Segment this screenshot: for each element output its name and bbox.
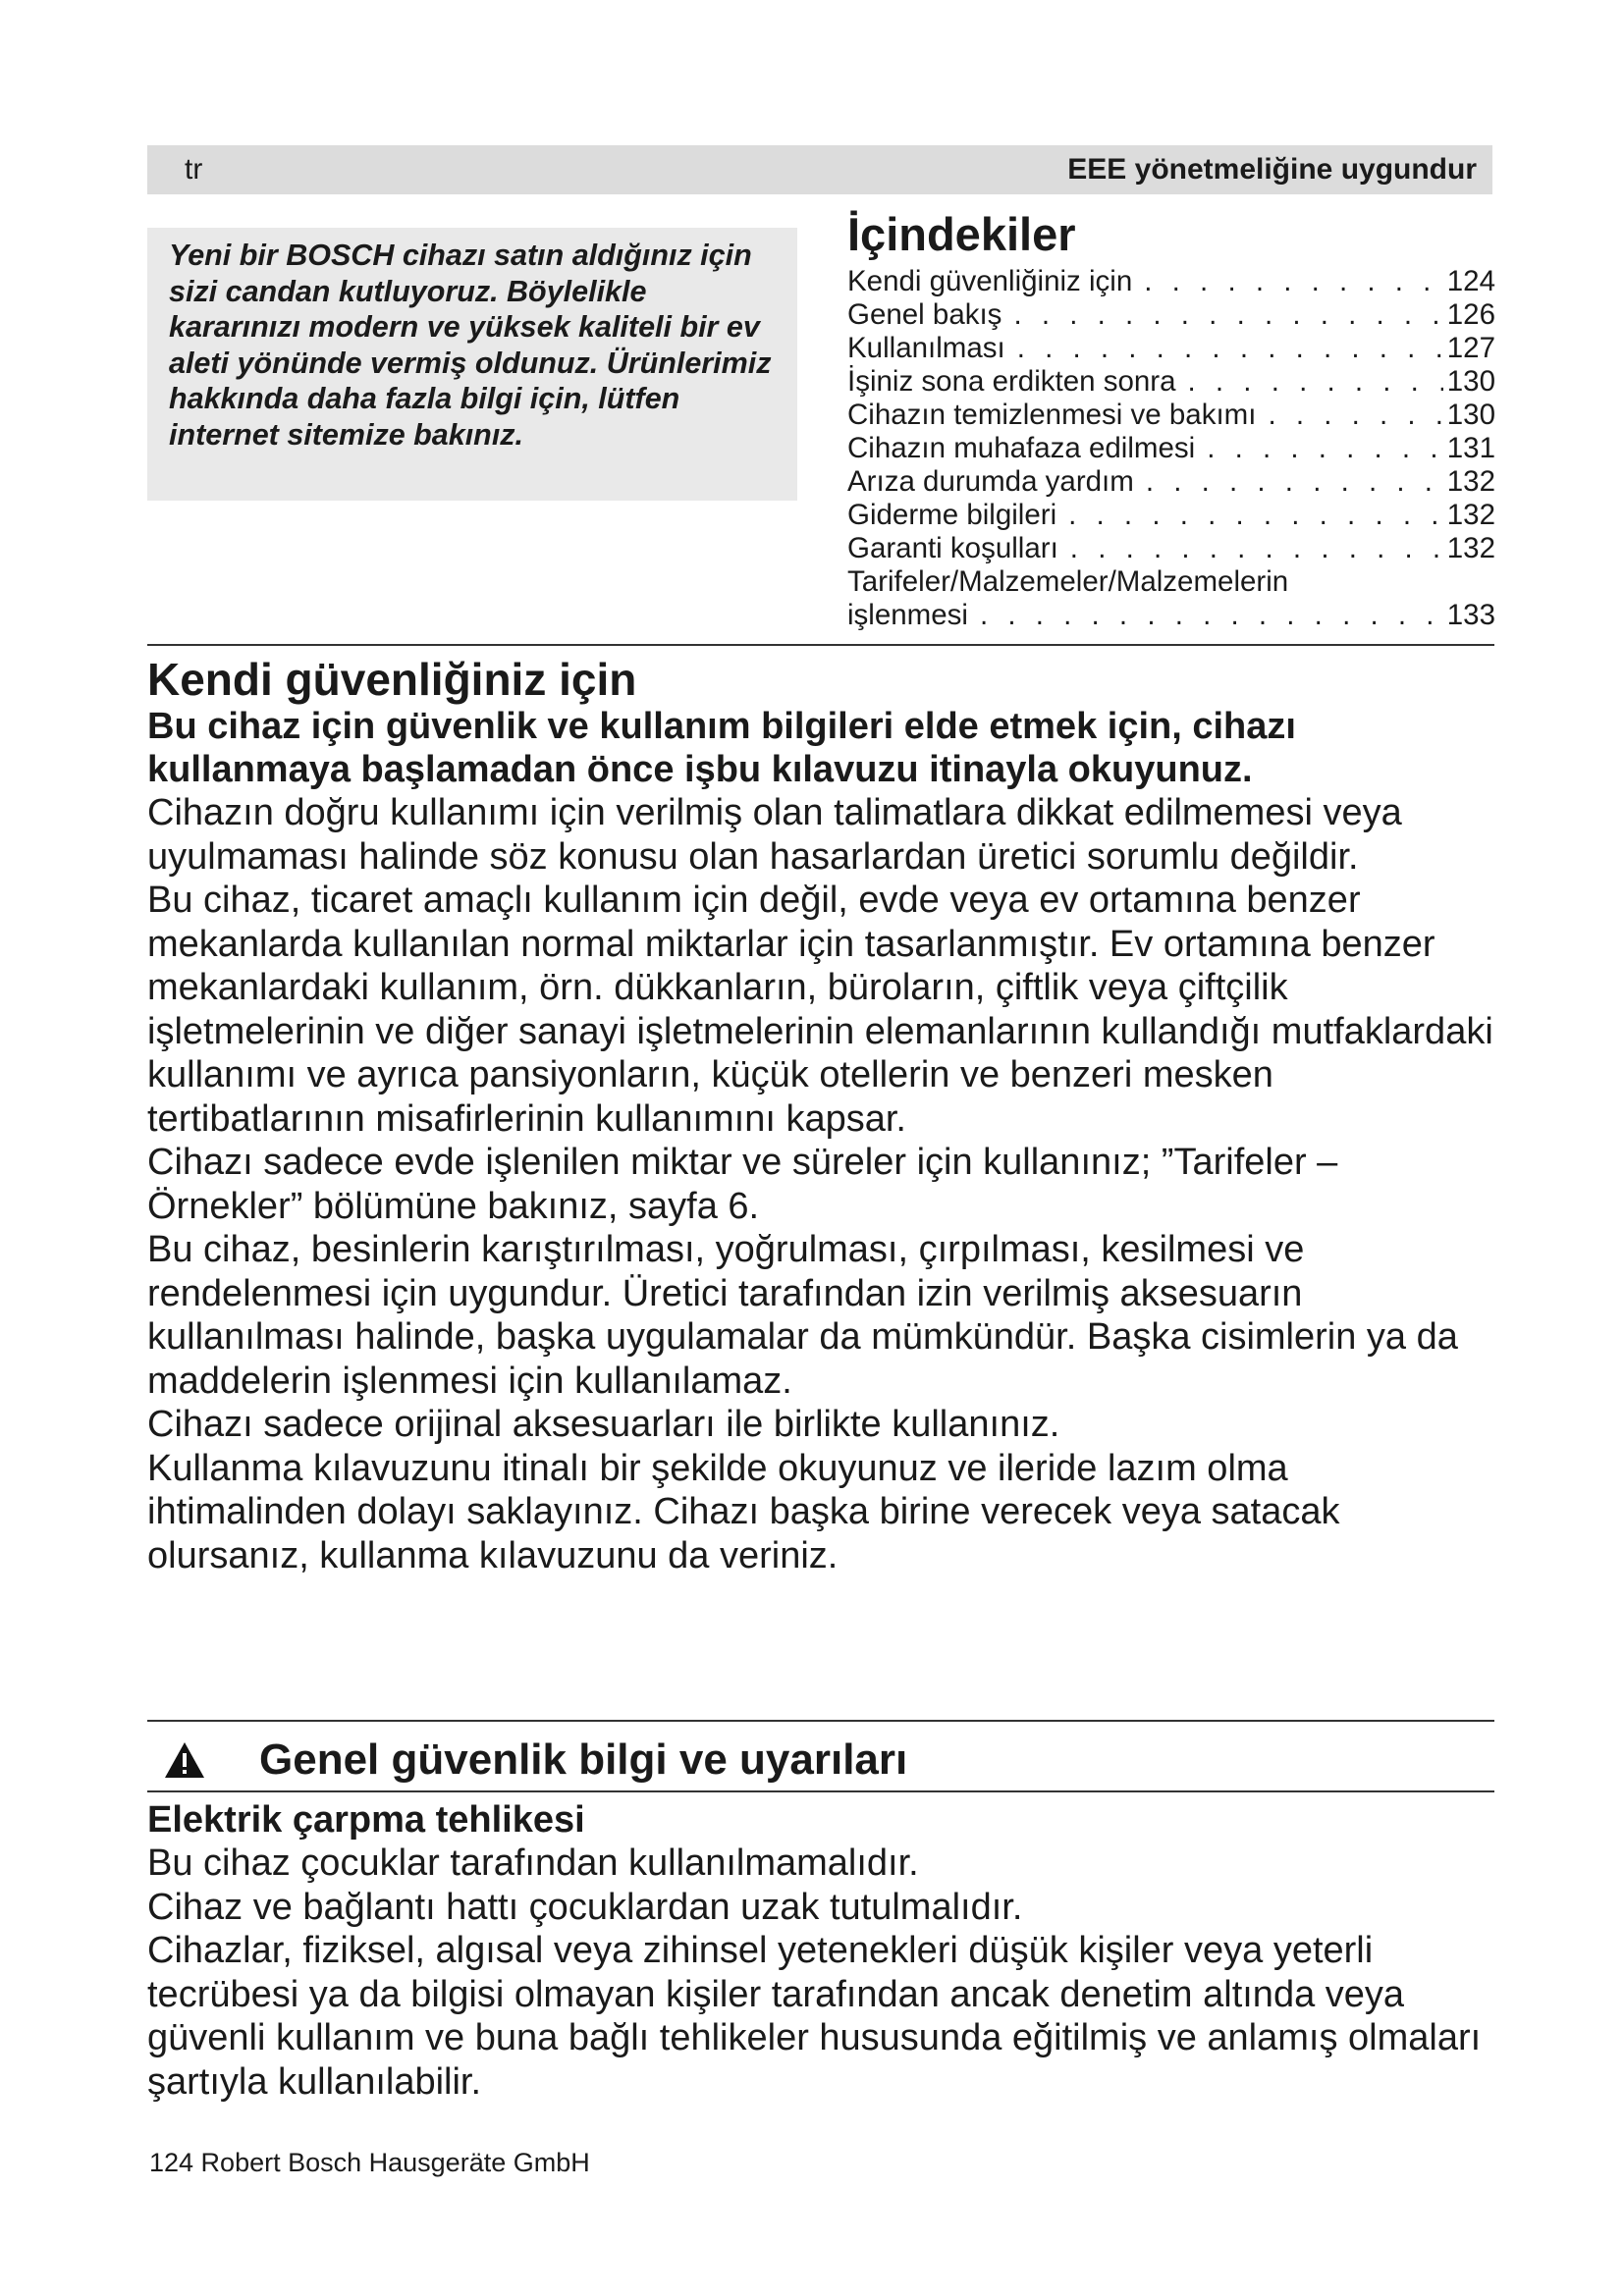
page-footer: 124 Robert Bosch Hausgeräte GmbH — [149, 2148, 590, 2177]
toc-leader — [980, 599, 1443, 632]
section-general-safety — [147, 1730, 1494, 1790]
toc-item[interactable]: İşiniz sona erdikten sonra . . . 130 — [847, 365, 1495, 399]
intro-box: Yeni bir BOSCH cihazı satın aldığınız için sizi candan kutluyoruz. Böylelikle kararınızı modern ve yüksek kaliteli bir ev aleti yönünde vermiş oldunuz. Ürünlerimiz hakkında daha fazla bilgi için, lütfen internet sitemize bakınız. — [147, 228, 797, 501]
toc-leader — [1207, 432, 1443, 465]
toc-item[interactable]: Genel bakış . . . 126 — [847, 298, 1495, 332]
toc-leader — [1144, 265, 1443, 298]
paragraph: Bu cihaz çocuklar tarafından kullanılmamalıdır. — [147, 1842, 919, 1884]
section-own-safety — [147, 654, 1494, 1577]
lead-paragraph: Bu cihaz için güvenlik ve kullanım bilgileri elde etmek için, cihazı kullanmaya başlamadan önce işbu kılavuzu itinayla okuyunuz. — [147, 706, 1296, 790]
toc-item[interactable]: işlenmesi . . . 133 — [847, 599, 1495, 632]
section-heading: Kendi güvenliğiniz için — [147, 654, 637, 705]
toc-leader — [1188, 365, 1443, 399]
toc-item[interactable]: Giderme bilgileri . . . 132 — [847, 499, 1495, 532]
toc-leader — [1017, 332, 1443, 365]
toc-leader — [1068, 499, 1443, 532]
toc-item[interactable]: Kendi güvenliğiniz için . . . 124 — [847, 265, 1495, 298]
toc-item[interactable]: Garanti koşulları . . . 132 — [847, 532, 1495, 565]
paragraph: Bu cihaz, ticaret amaçlı kullanım için değil, evde veya ev ortamına benzer mekanlarda kullanılan normal miktarlar için tasarlanmıştır. Ev ortamına benzer mekanlardaki kullanım, örn. dükkanların, büroların, çiftlik veya çiftçilik işletmelerinin ve diğer sanayi işletmelerinin elemanlarının kullandığı mutfaklardaki kullanımı ve ayrıca pansiyonların, küçük otellerin ve benzeri mesken tertibatlarının misafirlerinin kullanımını kapsar. — [147, 880, 1493, 1140]
toc-title: İçindekiler — [847, 208, 1076, 260]
paragraph: Cihazın doğru kullanımı için verilmiş olan talimatlara dikkat edilmemesi veya uyulmaması halinde söz konusu olan hasarlardan üretici sorumlu değildir. — [147, 792, 1402, 878]
section-heading: Genel güvenlik bilgi ve uyarıları — [259, 1735, 908, 1784]
language-code: tr — [185, 153, 203, 186]
compliance-note: EEE yönetmeliğine uygundur — [1067, 153, 1477, 186]
page-header-bar — [147, 145, 1492, 194]
paragraph: Cihazlar, fiziksel, algısal veya zihinsel yetenekleri düşük kişiler veya yeterli tecrübesi ya da bilgisi olmayan kişiler tarafından ancak denetim altında veya güvenli kullanım ve buna bağlı tehlikeler hususunda eğitilmiş ve anlamış olmaları şartıyla kullanılabilir. — [147, 1930, 1482, 2103]
paragraph: Cihaz ve bağlantı hattı çocuklardan uzak tutulmalıdır. — [147, 1886, 1023, 1928]
paragraph: Bu cihaz, besinlerin karıştırılması, yoğrulması, çırpılması, kesilmesi ve rendelenmesi için uygundur. Üretici tarafından izin verilmiş aksesuarın kullanılması halinde, başka uygulamalar da mümkündür. Başka cisimlerin ya da maddelerin işlenmesi için kullanılamaz. — [147, 1229, 1458, 1402]
warning-triangle-icon — [163, 1740, 206, 1780]
toc-item[interactable]: Kullanılması . . . 127 — [847, 332, 1495, 365]
subsection-heading: Elektrik çarpma tehlikesi — [147, 1799, 585, 1841]
divider — [147, 644, 1494, 646]
toc-leader — [1146, 465, 1443, 499]
toc-leader — [1070, 532, 1443, 565]
table-of-contents — [847, 204, 1495, 632]
divider — [147, 1790, 1494, 1792]
toc-leader — [1268, 399, 1442, 432]
toc-item[interactable]: Cihazın muhafaza edilmesi . . . 131 — [847, 432, 1495, 465]
toc-item[interactable]: Cihazın temizlenmesi ve bakımı . . . 130 — [847, 399, 1495, 432]
section-electric-shock — [147, 1798, 1494, 2104]
paragraph: Kullanma kılavuzunu itinalı bir şekilde okuyunuz ve ileride lazım olma ihtimalinden dolayı saklayınız. Cihazı başka birine verecek veya satacak olursanız, kullanma kılavuzunu da veriniz. — [147, 1447, 1340, 1576]
paragraph: Cihazı sadece evde işlenilen miktar ve süreler için kullanınız; ”Tarifeler – Örnekler” bölümüne bakınız, sayfa 6. — [147, 1142, 1338, 1227]
toc-item[interactable]: Arıza durumda yardım . . . 132 — [847, 465, 1495, 499]
paragraph: Cihazı sadece orijinal aksesuarları ile birlikte kullanınız. — [147, 1404, 1060, 1445]
toc-leader — [1013, 298, 1442, 332]
divider — [147, 1720, 1494, 1722]
toc-item-wrap-line[interactable]: Tarifeler/Malzemeler/Malzemelerin — [847, 565, 1289, 598]
